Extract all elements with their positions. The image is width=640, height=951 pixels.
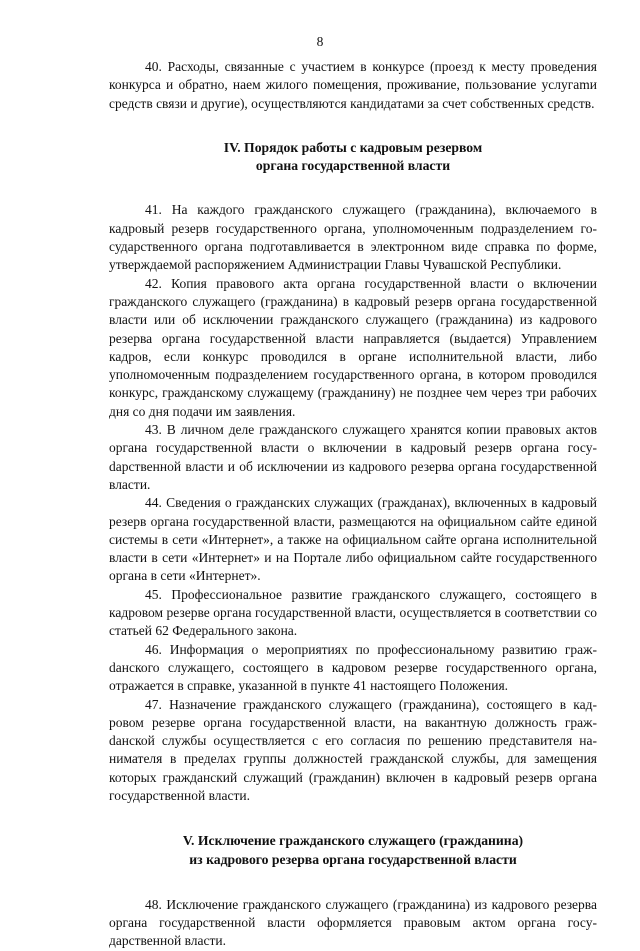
paragraph-42: 42. Копия правового акта органа государственной власти о включении гражданского служащего (гражданина) в кадровый резерв органа государственной власти или об исключении гражданского служащего (гражданина) из кадрового резерва органа государственной власти направляется (выдается) Управлением кадров, если конкурс проводился в органе исполнительной власти, либо уполномоченным подразделением государственного органа, в котором проводился конкурс, гражданскому служащему (гражданину) не позднее чем через три рабочих дня со дня подачи им заявления. [109,275,597,419]
paragraph-44: 44. Сведения о гражданских служащих (гражданах), включенных в кадровый резерв органа государственной власти, размещаются на официальном сайте единой системы в сети «Интернет», а также на официальном сайте органа исполнительной власти в сети «Интернет» и на Портале либо официальном сайте государственного органа в сети «Интернет». [109,495,597,584]
section-v-title-line1: V. Исключение гражданского служащего (гражданина) [182,833,524,849]
paragraph-45: 45. Профессиональное развитие гражданского служащего, состоящего в кадровом резерве органа государственной власти, осуществляется в соответствии со статьей 62 Федерального закона. [109,586,597,639]
section-iv-heading [109,139,597,176]
section-v-heading [109,832,597,869]
paragraph-40: 40. Расходы, связанные с участием в конкурсе (проезд к месту проведения конкурса и обратно, наем жилого помещения, проживание, пользование услугаmи средств связи и другие), осуществляются кандидатами за счет собственных средств. [109,59,597,111]
document-body [109,58,597,951]
section-iv-title-line1: IV. Порядок работы с кадровым резервом [223,139,483,155]
page-number: 8 [316,34,324,49]
paragraph-48: 48. Исключение гражданского служащего (гражданина) из кадрового резерва органа государственной власти оформляется правовым актом органа государственной власти. [109,896,597,949]
paragraph-43: 43. В личном деле гражданского служащего хранятся копии правовых актов органа государственной власти о включении в кадровый резерв органа госуdарственной власти и об исключении из кадрового резерва органа государственной власти. [109,422,597,492]
paragraph-41: 41. На каждого гражданского служащего (гражданина), включаемого в кадровый резерв государственного органа, уполномоченным подразделением государственного органа подготавливается в электронном виде справка по форме, утверждаемой распоряжением Администрации Главы Чувашской Республики. [109,202,597,273]
section-v-title-line2: из кадрового резерва органа государственной власти [189,851,517,867]
paragraph-46: 46. Информация о мероприятиях по профессиональному развитию гражdанского служащего, состоящего в кадровом резерве государственного органа, отражается в справке, указанной в пункте 41 настоящего Положения. [109,641,597,694]
section-iv-title-line2: органа государственной власти [255,158,451,174]
paragraph-47: 47. Назначение гражданского служащего (гражданина), состоящего в кадровом резерве органа государственной власти, на вакантную должность гражdанской службы осуществляется с его согласия по решению представителя нанимателя в пределах группы должностей гражданской службы, для замещения которых гражданский служащий (гражданин) включен в кадровый резерв органа государственной власти. [109,696,597,803]
